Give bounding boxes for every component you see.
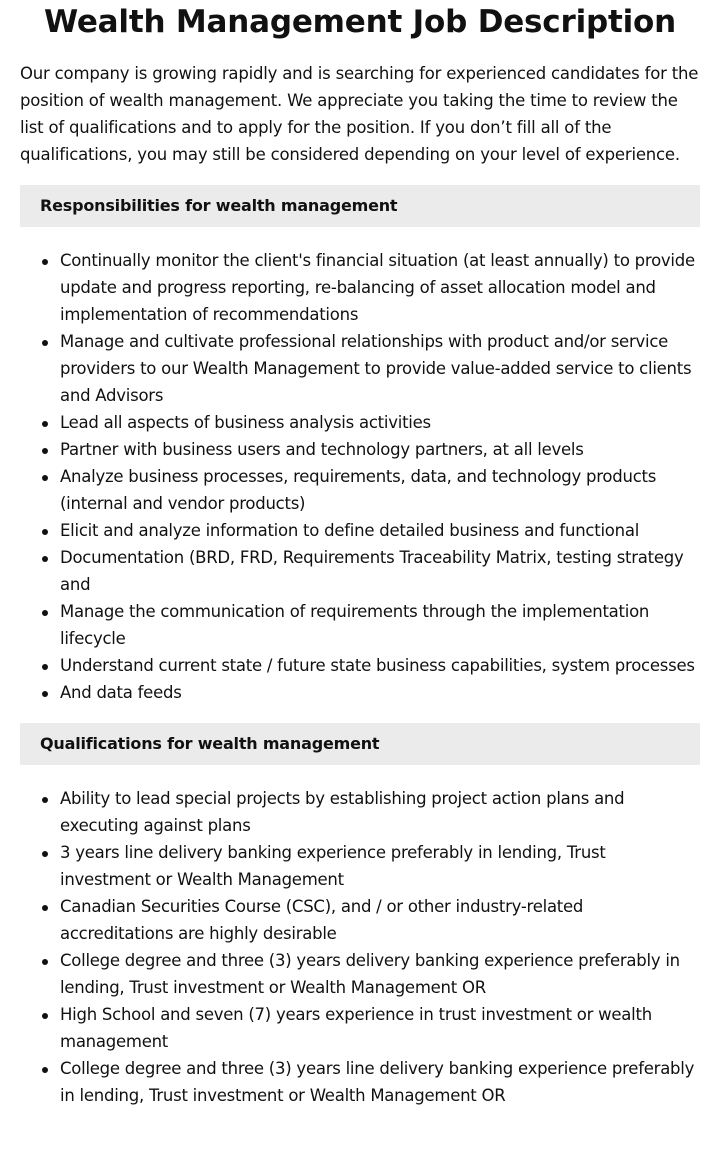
list-item: College degree and three (3) years delivery banking experience preferably in lending, Trust investment or Wealth Management OR	[20, 947, 700, 1001]
list-item: Canadian Securities Course (CSC), and / or other industry-related accreditations are highly desirable	[20, 893, 700, 947]
responsibilities-heading: Responsibilities for wealth management	[20, 185, 700, 227]
list-item: Documentation (BRD, FRD, Requirements Traceability Matrix, testing strategy and	[20, 544, 700, 598]
qualifications-heading: Qualifications for wealth management	[20, 723, 700, 765]
list-item: High School and seven (7) years experience in trust investment or wealth management	[20, 1001, 700, 1055]
list-item: Lead all aspects of business analysis activities	[20, 409, 700, 436]
page-title: Wealth Management Job Description	[43, 4, 677, 40]
list-item: And data feeds	[20, 679, 700, 706]
list-item: Manage the communication of requirements through the implementation lifecycle	[20, 598, 700, 652]
list-item: Continually monitor the client's financial situation (at least annually) to provide update and progress reporting, re-balancing of asset allocation model and implementation of recommendations	[20, 247, 700, 328]
list-item: Analyze business processes, requirements, data, and technology products (internal and vendor products)	[20, 463, 700, 517]
qualifications-list	[20, 785, 700, 1109]
list-item: College degree and three (3) years line delivery banking experience preferably in lending, Trust investment or Wealth Management OR	[20, 1055, 700, 1109]
list-item: 3 years line delivery banking experience preferably in lending, Trust investment or Wealth Management	[20, 839, 700, 893]
list-item: Manage and cultivate professional relationships with product and/or service providers to our Wealth Management to provide value-added service to clients and Advisors	[20, 328, 700, 409]
responsibilities-list	[20, 247, 700, 706]
list-item: Partner with business users and technology partners, at all levels	[20, 436, 700, 463]
list-item: Elicit and analyze information to define detailed business and functional	[20, 517, 700, 544]
list-item: Understand current state / future state business capabilities, system processes	[20, 652, 700, 679]
intro-paragraph: Our company is growing rapidly and is searching for experienced candidates for the position of wealth management. We appreciate you taking the time to review the list of qualifications and to apply for the position. If you don’t fill all of the qualifications, you may still be considered depending on your level of experience.	[20, 64, 699, 164]
list-item: Ability to lead special projects by establishing project action plans and executing against plans	[20, 785, 700, 839]
